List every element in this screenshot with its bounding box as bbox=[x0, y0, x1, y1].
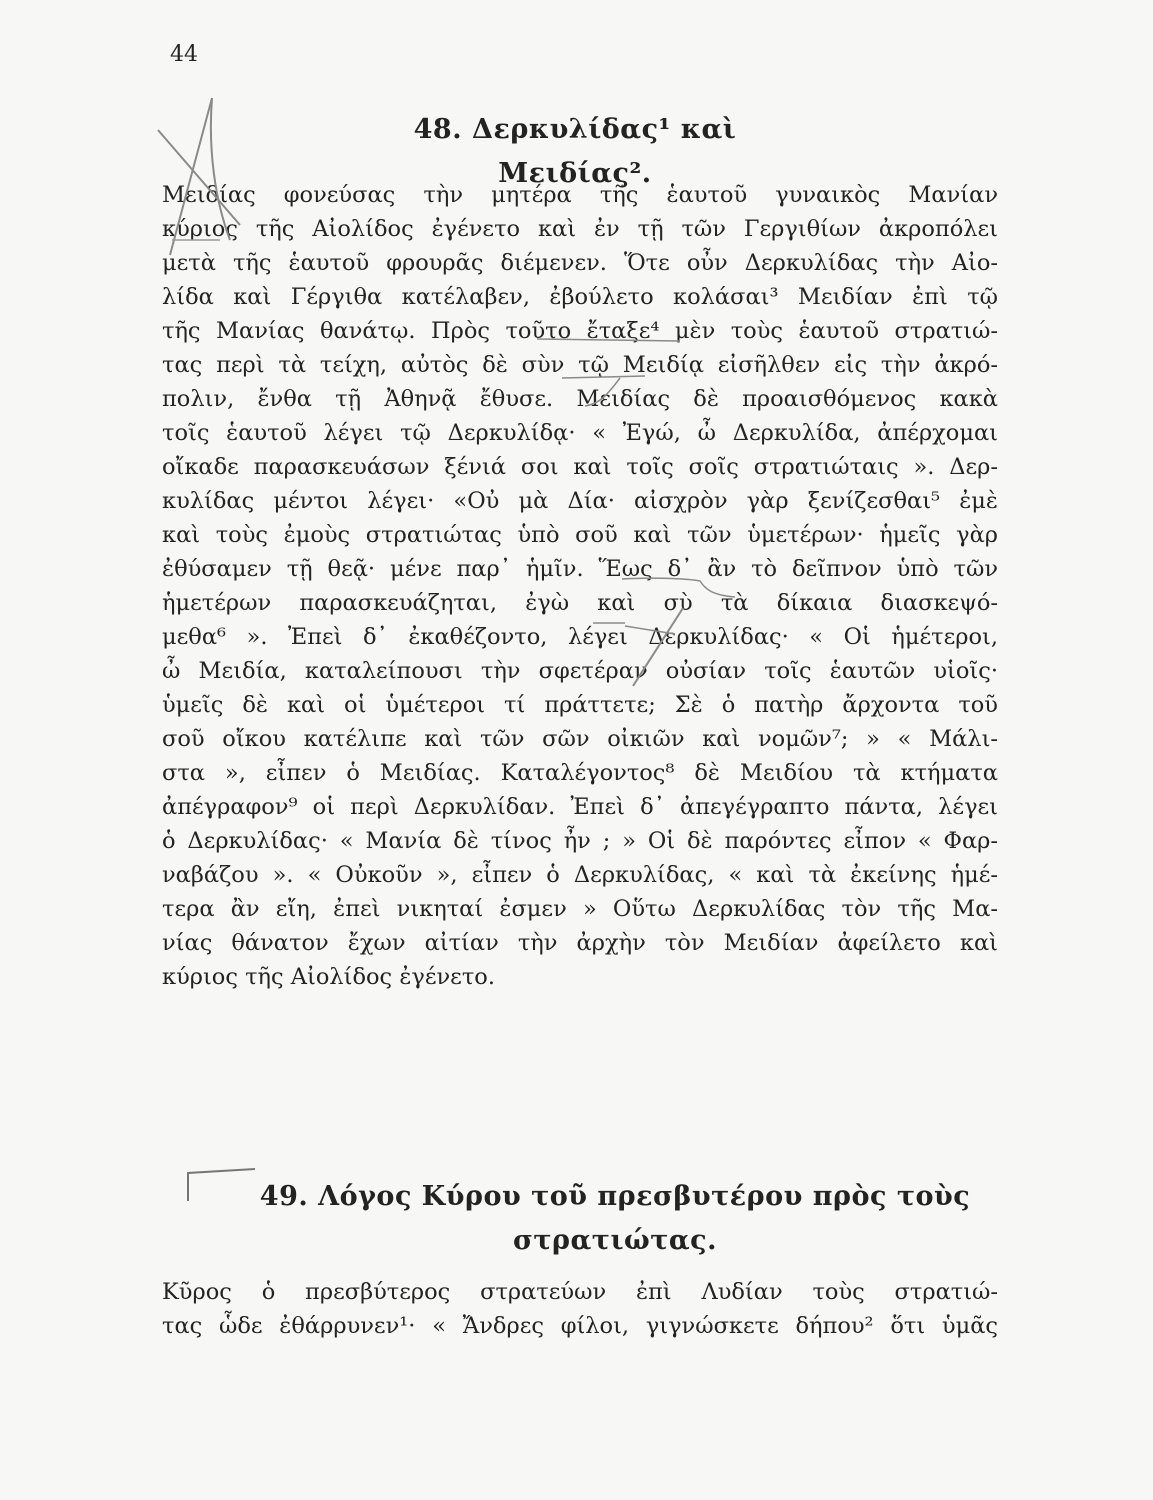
text-line: λίδα καὶ Γέργιθα κατέλαβεν, ἐβούλετο κολάσαι³ Μειδίαν ἐπὶ τῷ bbox=[162, 284, 998, 310]
section-49-title-line-1: 49. Λόγος Κύρου τοῦ πρεσβυτέρου πρὸς τοὺς bbox=[259, 1181, 971, 1212]
text-line: πολιν, ἔνθα τῇ Ἀθηνᾷ ἔθυσε. Μειδίας δὲ προαισθόμενος κακὰ bbox=[162, 386, 998, 412]
text-line: κυλίδας μέντοι λέγει· «Οὐ μὰ Δία· αἰσχρὸν γὰρ ξενίζεσθαι⁵ ἐμὲ bbox=[162, 488, 998, 514]
text-line: ὑμεῖς δὲ καὶ οἱ ὑμέτεροι τί πράττετε; Σὲ ὁ πατὴρ ἄρχοντα τοῦ bbox=[162, 692, 998, 718]
text-line: τοῖς ἑαυτοῦ λέγει τῷ Δερκυλίδᾳ· « Ἐγώ, ὦ Δερκυλίδα, ἀπέρχομαι bbox=[162, 420, 998, 446]
text-line: μεθα⁶ ». Ἐπεὶ δ᾽ ἐκαθέζοντο, λέγει Δερκυλίδας· « Οἱ ἡμέτεροι, bbox=[162, 624, 998, 650]
text-line: στα », εἶπεν ὁ Μειδίας. Καταλέγοντος⁸ δὲ Μειδίου τὰ κτήματα bbox=[162, 760, 998, 786]
section-48-title: 48. Δερκυλίδας¹ καὶ Μειδίας². bbox=[413, 114, 737, 189]
text-line: κύριος τῆς Αἰολίδος ἐγένετο. bbox=[162, 964, 495, 990]
text-line: ναβάζου ». « Οὐκοῦν », εἶπεν ὁ Δερκυλίδας, « καὶ τὰ ἐκείνης ἡμέ- bbox=[162, 862, 998, 888]
text-line: ὁ Δερκυλίδας· « Μανία δὲ τίνος ἦν ; » Οἱ δὲ παρόντες εἶπον « Φαρ- bbox=[162, 828, 998, 854]
text-line: τερα ἂν εἴη, ἐπεὶ νικηταί ἐσμεν » Οὕτω Δερκυλίδας τὸν τῆς Μα- bbox=[162, 896, 998, 922]
section-49-title-line-2: στρατιώτας. bbox=[512, 1225, 718, 1256]
text-line: καὶ τοὺς ἐμοὺς στρατιώτας ὑπὸ σοῦ καὶ τῶν ὑμετέρων· ἡμεῖς γὰρ bbox=[162, 522, 998, 548]
text-line: ἡμετέρων παρασκευάζηται, ἐγὼ καὶ σὺ τὰ δίκαια διασκεψό- bbox=[162, 590, 998, 616]
text-line: Μειδίας φονεύσας τὴν μητέρα τῆς ἑαυτοῦ γυναικὸς Μανίαν bbox=[162, 182, 998, 208]
section-48-body bbox=[162, 178, 998, 994]
text-line: μετὰ τῆς ἑαυτοῦ φρουρᾶς διέμενεν. Ὅτε οὖν Δερκυλίδας τὴν Αἰο- bbox=[162, 250, 998, 276]
text-line: κύριος τῆς Αἰολίδος ἐγένετο καὶ ἐν τῇ τῶν Γεργιθίων ἀκροπόλει bbox=[162, 216, 998, 242]
section-49-body bbox=[162, 1275, 998, 1343]
section-49-title bbox=[255, 1175, 975, 1263]
text-line: ὦ Μειδία, καταλείπουσι τὴν σφετέραν οὐσίαν τοῖς ἑαυτῶν υἱοῖς· bbox=[162, 658, 998, 684]
text-line: νίας θάνατον ἔχων αἰτίαν τὴν ἀρχὴν τὸν Μειδίαν ἀφείλετο καὶ bbox=[162, 930, 998, 956]
text-line: τας περὶ τὰ τείχη, αὐτὸς δὲ σὺν τῷ Μειδίᾳ εἰσῆλθεν εἰς τὴν ἀκρό- bbox=[162, 352, 998, 378]
page-number: 44 bbox=[170, 42, 198, 67]
text-line: οἴκαδε παρασκευάσων ξένιά σοι καὶ τοῖς σοῖς στρατιώταις ». Δερ- bbox=[162, 454, 998, 480]
text-line: σοῦ οἴκου κατέλιπε καὶ τῶν σῶν οἰκιῶν καὶ νομῶν⁷; » « Μάλι- bbox=[162, 726, 998, 752]
text-line: ἐθύσαμεν τῇ θεᾷ· μένε παρ᾽ ἡμῖν. Ἕως δ᾽ ἂν τὸ δεῖπνον ὑπὸ τῶν bbox=[162, 556, 998, 582]
pencil-bracket-section-49 bbox=[180, 1165, 260, 1205]
text-line: ἀπέγραφον⁹ οἱ περὶ Δερκυλίδαν. Ἐπεὶ δ᾽ ἀπεγέγραπτο πάντα, λέγει bbox=[162, 794, 998, 820]
text-line: τας ὧδε ἐθάρρυνεν¹· « Ἄνδρες φίλοι, γιγνώσκετε δήπου² ὅτι ὑμᾶς bbox=[162, 1313, 998, 1339]
text-line: Κῦρος ὁ πρεσβύτερος στρατεύων ἐπὶ Λυδίαν τοὺς στρατιώ- bbox=[162, 1279, 998, 1305]
text-line: τῆς Μανίας θανάτῳ. Πρὸς τοῦτο ἔταξε⁴ μὲν τοὺς ἑαυτοῦ στρατιώ- bbox=[162, 318, 998, 344]
